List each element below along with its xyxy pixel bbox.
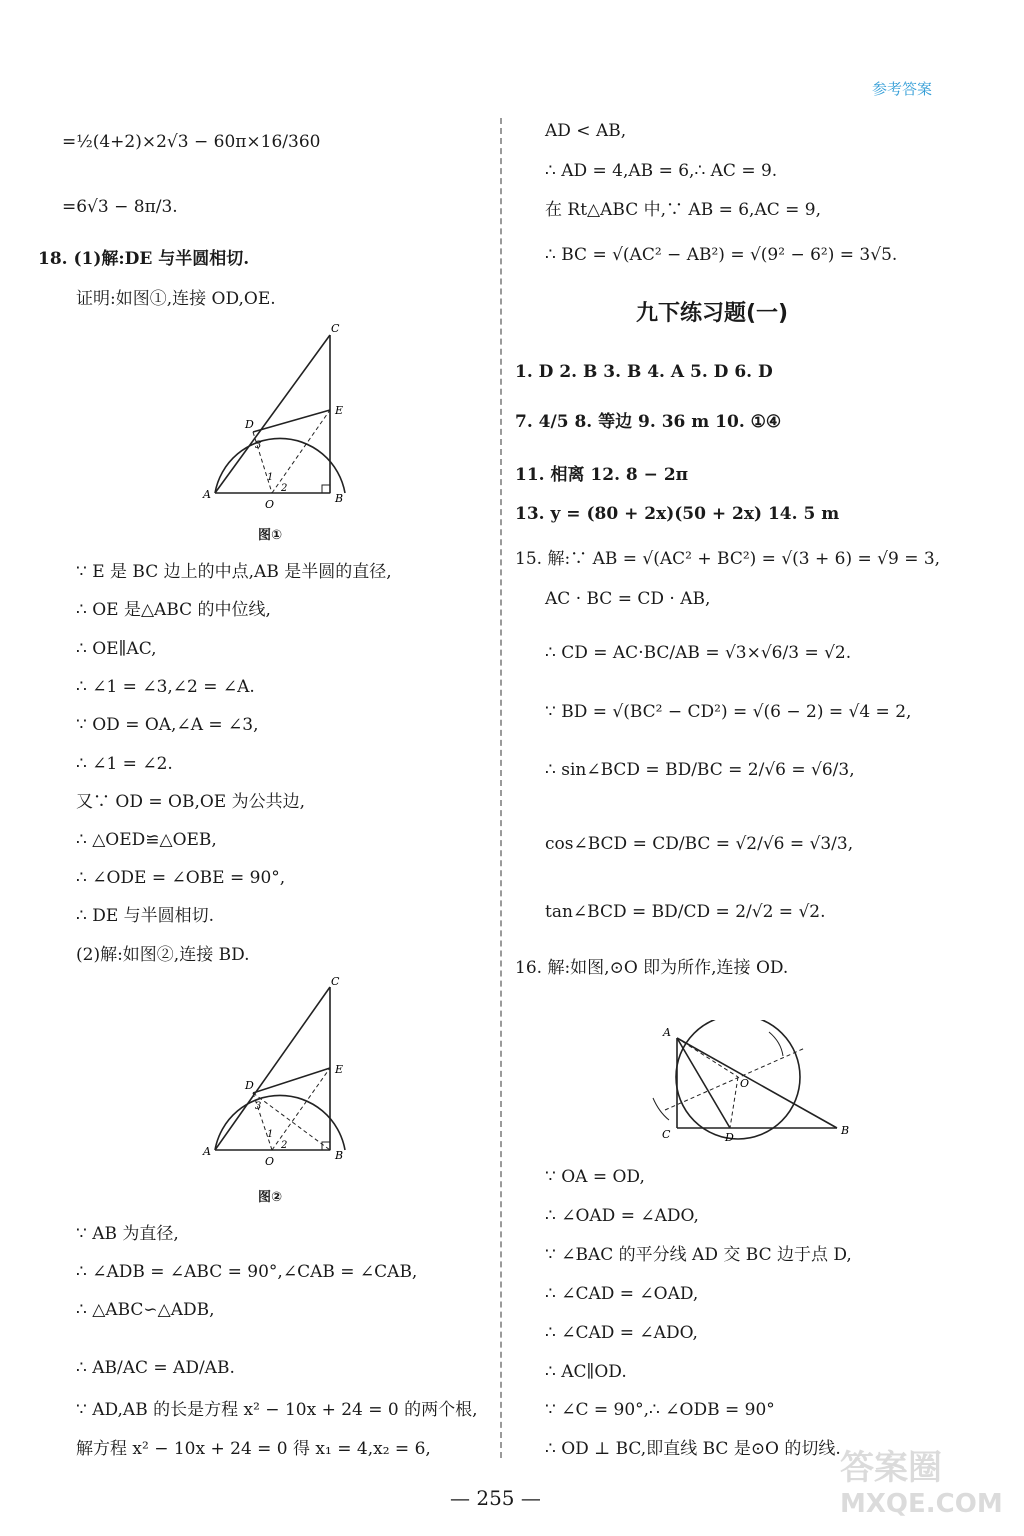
step-1: ∵ E 是 BC 边上的中点,AB 是半圆的直径, [76,562,392,582]
q15-line-1: 15. 解:∵ AB = √(AC² + BC²) = √(3 + 6) = √9 = 3, [515,549,941,569]
formula-line-2: =6√3 − 8π/3. [62,197,178,217]
q18-part1: 18. (1)解:DE 与半圆相切. [38,249,250,269]
svg-text:3: 3 [255,440,262,451]
svg-text:1: 1 [267,1129,274,1140]
step-t3: ∴ △ABC∽△ADB, [76,1300,215,1320]
svg-text:1: 1 [267,472,274,483]
watermark-text-1: 答案圈 [840,1448,942,1488]
figure-1-caption: 图① [258,528,283,543]
svg-text:3: 3 [255,1101,262,1112]
right-line-4: ∴ BC = √(AC² − AB²) = √(9² − 6²) = 3√5. [545,245,898,265]
right-line-1: AD < AB, [545,121,627,141]
answers-7-10: 7. 4/5 8. 等边 9. 36 m 10. ①④ [515,412,782,432]
svg-text:2: 2 [281,1140,288,1151]
figure-2 [195,975,355,1170]
q16-step-8: ∴ OD ⊥ BC,即直线 BC 是⊙O 的切线. [545,1439,841,1459]
page-number: — 255 — [450,1486,541,1510]
proof-intro: 证明:如图①,连接 OD,OE. [76,289,276,309]
svg-text:O: O [265,498,275,511]
q18-part2: (2)解:如图②,连接 BD. [76,945,250,965]
svg-text:B: B [335,1149,344,1162]
right-line-2: ∴ AD = 4,AB = 6,∴ AC = 9. [545,161,778,181]
step-4: ∴ ∠1 = ∠3,∠2 = ∠A. [76,677,255,697]
figure-circle [645,1020,860,1145]
step-10: ∴ DE 与半圆相切. [76,906,215,926]
svg-text:B: B [841,1124,850,1137]
column-divider [500,118,502,1458]
q16-step-7: ∵ ∠C = 90°,∴ ∠ODB = 90° [545,1400,775,1420]
q16-line-1: 16. 解:如图,⊙O 即为所作,连接 OD. [515,958,789,978]
svg-text:A: A [663,1026,671,1039]
q15-line-5: ∴ sin∠BCD = BD/BC = 2/√6 = √6/3, [545,760,855,780]
watermark-logo [840,1440,1020,1530]
step-t4: ∴ AB/AC = AD/AB. [76,1358,235,1378]
svg-text:C: C [331,975,340,988]
svg-text:2: 2 [281,483,288,494]
svg-text:D: D [725,1131,734,1144]
q16-step-4: ∴ ∠CAD = ∠OAD, [545,1284,699,1304]
svg-text:E: E [335,1063,344,1076]
svg-text:B: B [335,492,344,505]
q15-line-4: ∵ BD = √(BC² − CD²) = √(6 − 2) = √4 = 2, [545,702,912,722]
svg-text:E: E [335,404,344,417]
step-t6: 解方程 x² − 10x + 24 = 0 得 x₁ = 4,x₂ = 6, [76,1439,431,1459]
watermark-text-2: MXQE.COM [840,1489,1003,1519]
figure-1 [195,318,355,513]
q16-step-1: ∵ OA = OD, [545,1167,645,1187]
svg-text:C: C [331,322,340,335]
svg-text:C: C [662,1128,671,1141]
step-6: ∴ ∠1 = ∠2. [76,754,173,774]
svg-text:D: D [245,418,254,431]
step-7: 又∵ OD = OB,OE 为公共边, [76,792,306,812]
formula-line-1: =½(4+2)×2√3 − 60π×16/360 [62,132,321,152]
q15-line-3: ∴ CD = AC·BC/AB = √3×√6/3 = √2. [545,643,852,663]
q15-line-6: cos∠BCD = CD/BC = √2/√6 = √3/3, [545,834,854,854]
right-line-3: 在 Rt△ABC 中,∵ AB = 6,AC = 9, [545,200,822,220]
step-t1: ∵ AB 为直径, [76,1224,179,1244]
section-title: 九下练习题(一) [636,301,789,326]
q15-line-7: tan∠BCD = BD/CD = 2/√2 = √2. [545,902,826,922]
answers-1-6: 1. D 2. B 3. B 4. A 5. D 6. D [515,362,773,382]
q16-step-5: ∴ ∠CAD = ∠ADO, [545,1323,698,1343]
svg-text:O: O [265,1155,275,1168]
step-3: ∴ OE∥AC, [76,639,157,659]
svg-text:O: O [740,1077,750,1090]
step-5: ∵ OD = OA,∠A = ∠3, [76,715,259,735]
figure-2-caption: 图② [258,1190,283,1205]
step-t5: ∵ AD,AB 的长是方程 x² − 10x + 24 = 0 的两个根, [76,1400,478,1420]
q16-step-6: ∴ AC∥OD. [545,1362,627,1382]
step-8: ∴ △OED≌△OEB, [76,830,217,850]
step-t2: ∴ ∠ADB = ∠ABC = 90°,∠CAB = ∠CAB, [76,1262,418,1282]
q16-step-3: ∵ ∠BAC 的平分线 AD 交 BC 边于点 D, [545,1245,852,1265]
svg-text:A: A [203,488,211,501]
q15-line-2: AC · BC = CD · AB, [545,589,711,609]
step-9: ∴ ∠ODE = ∠OBE = 90°, [76,868,286,888]
svg-text:A: A [203,1145,211,1158]
svg-text:D: D [245,1079,254,1092]
q16-step-2: ∴ ∠OAD = ∠ADO, [545,1206,699,1226]
header-label: 参考答案 [871,80,932,98]
answers-13-14: 13. y = (80 + 2x)(50 + 2x) 14. 5 m [515,504,840,524]
step-2: ∴ OE 是△ABC 的中位线, [76,600,271,620]
answers-11-12: 11. 相离 12. 8 − 2π [515,465,689,485]
